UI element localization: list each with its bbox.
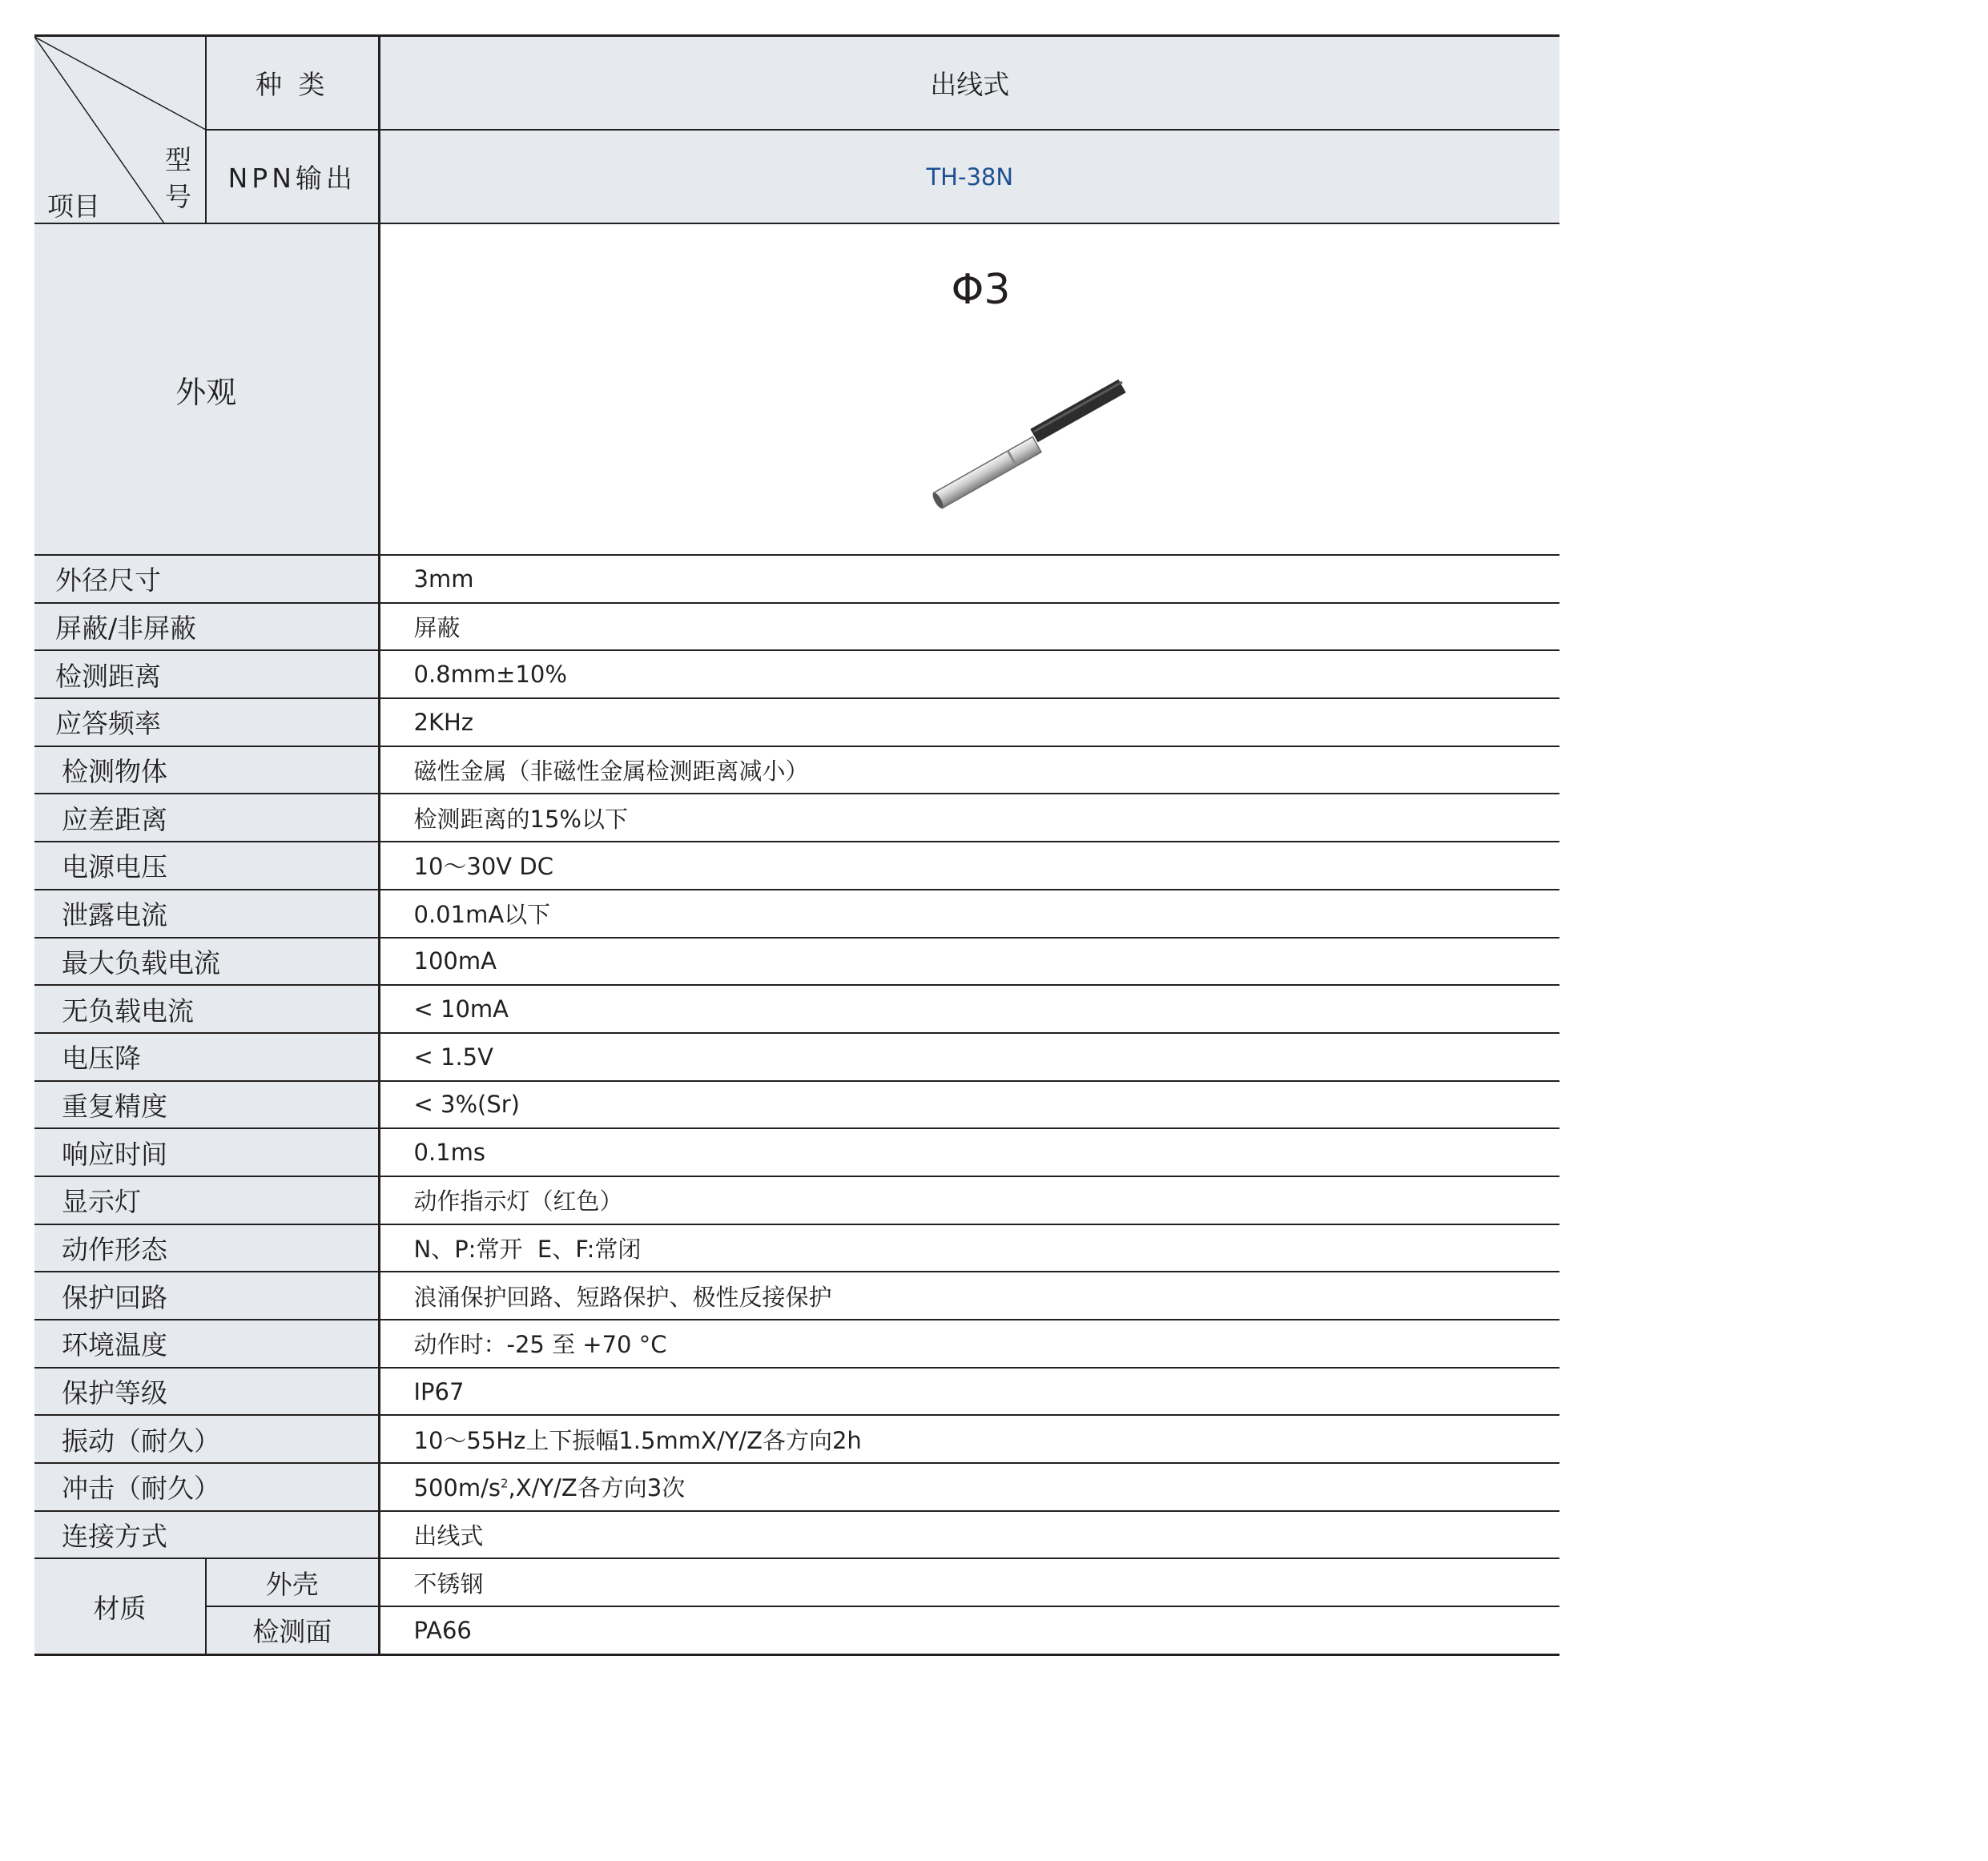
spec-value: IP67 bbox=[379, 1368, 1559, 1416]
spec-label: 显示灯 bbox=[34, 1176, 379, 1224]
spec-label: 屏蔽/非屏蔽 bbox=[34, 603, 379, 651]
spec-value: < 1.5V bbox=[379, 1033, 1559, 1081]
corner-model-label-1: 型 bbox=[165, 144, 191, 175]
spec-label: 应答频率 bbox=[34, 698, 379, 746]
spec-row bbox=[34, 1272, 1559, 1320]
spec-row bbox=[34, 1415, 1559, 1463]
diameter-label: Φ3 bbox=[951, 266, 1011, 314]
appearance-image-cell bbox=[379, 223, 1559, 555]
shock-value-superscript: 2 bbox=[500, 1476, 509, 1491]
spec-row bbox=[34, 1176, 1559, 1224]
spec-value: 2KHz bbox=[379, 698, 1559, 746]
spec-row bbox=[34, 890, 1559, 938]
spec-row bbox=[34, 1128, 1559, 1176]
model-value-cell bbox=[379, 130, 1559, 223]
spec-label: 应差距离 bbox=[34, 794, 379, 842]
spec-row bbox=[34, 1463, 1559, 1511]
spec-label: 电源电压 bbox=[34, 842, 379, 890]
spec-row bbox=[34, 794, 1559, 842]
header-row-type bbox=[34, 36, 1559, 131]
appearance-label: 外观 bbox=[175, 374, 237, 410]
spec-value bbox=[379, 1463, 1559, 1511]
appearance-label-cell bbox=[34, 223, 379, 555]
spec-label: 重复精度 bbox=[34, 1081, 379, 1129]
spec-value: < 10mA bbox=[379, 985, 1559, 1033]
type-value-cell bbox=[379, 36, 1559, 131]
spec-label: 泄露电流 bbox=[34, 890, 379, 938]
spec-label: 动作形态 bbox=[34, 1224, 379, 1272]
material-row-face bbox=[34, 1606, 1559, 1654]
spec-row bbox=[34, 842, 1559, 890]
housing-label: 外壳 bbox=[206, 1558, 379, 1606]
spec-label: 环境温度 bbox=[34, 1320, 379, 1368]
output-label: NPN输出 bbox=[227, 163, 356, 194]
spec-label: 外径尺寸 bbox=[34, 555, 379, 603]
type-label-cell bbox=[206, 36, 379, 131]
spec-value: 出线式 bbox=[379, 1511, 1559, 1559]
spec-value: 0.01mA以下 bbox=[379, 890, 1559, 938]
shock-value-rest: ,X/Y/Z各方向3次 bbox=[508, 1474, 686, 1502]
spec-table bbox=[34, 34, 1559, 1656]
spec-label: 无负载电流 bbox=[34, 985, 379, 1033]
spec-label: 冲击（耐久） bbox=[34, 1463, 379, 1511]
spec-value: 屏蔽 bbox=[379, 603, 1559, 651]
spec-row bbox=[34, 650, 1559, 698]
spec-row bbox=[34, 698, 1559, 746]
spec-row bbox=[34, 1368, 1559, 1416]
face-value: PA66 bbox=[379, 1606, 1559, 1654]
spec-row bbox=[34, 1081, 1559, 1129]
housing-value: 不锈钢 bbox=[379, 1558, 1559, 1606]
sensor-probe-icon bbox=[906, 352, 1162, 537]
spec-value: N、P:常开 E、F:常闭 bbox=[379, 1224, 1559, 1272]
spec-value: 10～30V DC bbox=[379, 842, 1559, 890]
spec-label: 保护等级 bbox=[34, 1368, 379, 1416]
spec-row bbox=[34, 938, 1559, 986]
material-label: 材质 bbox=[34, 1558, 206, 1654]
spec-label: 电压降 bbox=[34, 1033, 379, 1081]
spec-value: 0.1ms bbox=[379, 1128, 1559, 1176]
spec-value: 磁性金属（非磁性金属检测距离减小） bbox=[379, 746, 1559, 794]
appearance-row bbox=[34, 223, 1559, 555]
spec-row bbox=[34, 1511, 1559, 1559]
spec-label: 响应时间 bbox=[34, 1128, 379, 1176]
spec-label: 检测物体 bbox=[34, 746, 379, 794]
spec-row bbox=[34, 603, 1559, 651]
spec-label: 最大负载电流 bbox=[34, 938, 379, 986]
spec-value: 检测距离的15%以下 bbox=[379, 794, 1559, 842]
spec-label: 保护回路 bbox=[34, 1272, 379, 1320]
corner-item-label: 项目 bbox=[47, 191, 100, 222]
material-row-housing bbox=[34, 1558, 1559, 1606]
spec-label: 连接方式 bbox=[34, 1511, 379, 1559]
spec-value: 动作时：-25 至 +70 °C bbox=[379, 1320, 1559, 1368]
type-value: 出线式 bbox=[930, 69, 1010, 100]
spec-row bbox=[34, 1224, 1559, 1272]
spec-value: 100mA bbox=[379, 938, 1559, 986]
spec-value: 3mm bbox=[379, 555, 1559, 603]
shock-value-main: 500m/s bbox=[413, 1474, 501, 1502]
spec-value: 浪涌保护回路、短路保护、极性反接保护 bbox=[379, 1272, 1559, 1320]
spec-value: < 3%(Sr) bbox=[379, 1081, 1559, 1129]
spec-value: 0.8mm±10% bbox=[379, 650, 1559, 698]
spec-row bbox=[34, 555, 1559, 603]
face-label: 检测面 bbox=[206, 1606, 379, 1654]
spec-value: 动作指示灯（红色） bbox=[379, 1176, 1559, 1224]
type-label: 种 类 bbox=[256, 69, 329, 100]
spec-value: 10～55Hz上下振幅1.5mmX/Y/Z各方向2h bbox=[379, 1415, 1559, 1463]
corner-cell bbox=[34, 36, 206, 224]
corner-model-label-2: 号 bbox=[165, 181, 191, 212]
spec-row bbox=[34, 1033, 1559, 1081]
output-label-cell bbox=[206, 130, 379, 223]
spec-label: 检测距离 bbox=[34, 650, 379, 698]
spec-row bbox=[34, 1320, 1559, 1368]
spec-row bbox=[34, 746, 1559, 794]
spec-label: 振动（耐久） bbox=[34, 1415, 379, 1463]
spec-row bbox=[34, 985, 1559, 1033]
header-row-model bbox=[34, 130, 1559, 223]
model-value: TH-38N bbox=[926, 163, 1014, 191]
